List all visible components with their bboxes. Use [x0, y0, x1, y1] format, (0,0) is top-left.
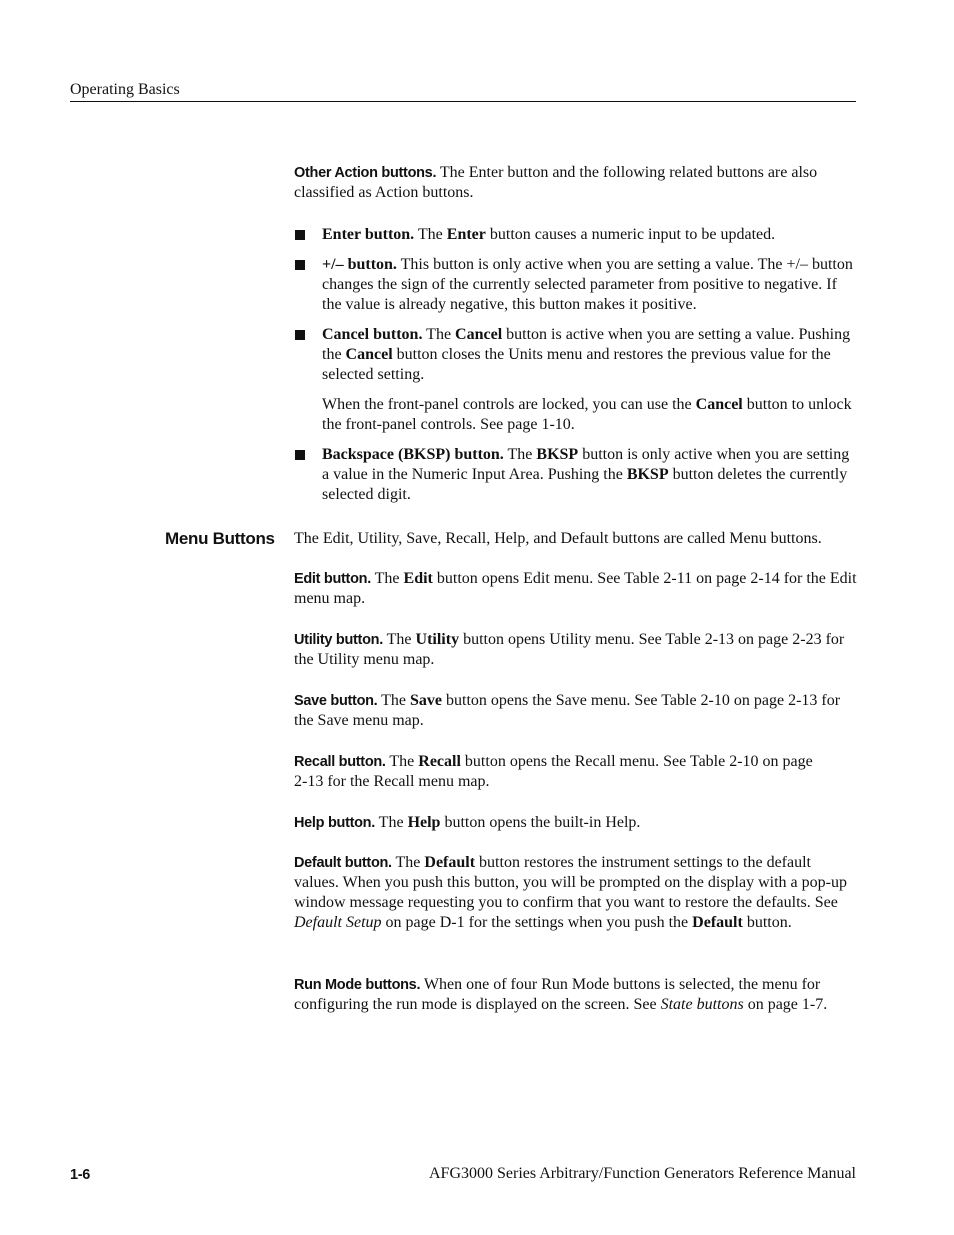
edit-button-heading: Edit button. [294, 571, 371, 587]
running-header: Operating Basics [70, 81, 180, 98]
bullet-square-icon [295, 330, 305, 340]
other-action-heading: Other Action buttons. [294, 165, 437, 181]
backspace-button-item: Backspace (BKSP) button. The BKSP button is only active when you are setting a value in the Numeric Input Area. Pushing the BKSP button deletes the currently selected digit. [294, 445, 858, 505]
save-button-paragraph: Save button. The Save button opens the Save menu. See Table 2-10 on page 2-13 for the Save menu map. [294, 692, 841, 729]
utility-button-heading: Utility button. [294, 632, 383, 648]
help-button-heading: Help button. [294, 815, 375, 831]
menu-buttons-side-heading: Menu Buttons [165, 529, 275, 548]
run-mode-buttons-paragraph: Run Mode buttons. When one of four Run Mode buttons is selected, the menu for configuring the run mode is displayed on the screen. See State buttons on page 1-7. [294, 976, 828, 1013]
bullet-square-icon [295, 260, 305, 270]
run-mode-buttons-heading: Run Mode buttons. [294, 977, 421, 993]
utility-button-paragraph: Utility button. The Utility button opens Utility menu. See Table 2-13 on page 2-23 for the Utility menu map. [294, 631, 845, 668]
other-action-intro: Other Action buttons. The Enter button and the following related buttons are also classified as Action buttons. [294, 164, 818, 201]
enter-button-item: Enter button. The Enter button causes a numeric input to be updated. [294, 225, 858, 245]
recall-button-heading: Recall button. [294, 754, 386, 770]
header-rule [70, 101, 856, 102]
save-button-heading: Save button. [294, 693, 378, 709]
cancel-button-item: Cancel button. The Cancel button is active when you are setting a value. Pushing the Cancel button closes the Units menu and restores the previous value for the selected setting. When the front-panel controls are locked, you can use the Cancel button to unlock the front-panel controls. See page 1-10. [294, 325, 858, 435]
page-number: 1-6 [70, 1167, 91, 1183]
edit-button-paragraph: Edit button. The Edit button opens Edit menu. See Table 2-11 on page 2-14 for the Edit menu map. [294, 570, 857, 607]
plus-minus-button-item: +/– button. This button is only active when you are setting a value. The +/– button changes the sign of the currently selected parameter from positive to negative. If the value is already negative, this button makes it positive. [294, 255, 858, 315]
cancel-unlock-note: When the front-panel controls are locked, you can use the Cancel button to unlock the front-panel controls. See page 1-10. [322, 396, 852, 433]
default-button-heading: Default button. [294, 855, 392, 871]
bullet-square-icon [295, 450, 305, 460]
recall-button-paragraph: Recall button. The Recall button opens the Recall menu. See Table 2-10 on page 2-13 for the Recall menu map. [294, 753, 813, 790]
help-button-paragraph: Help button. The Help button opens the built-in Help. [294, 814, 641, 831]
default-button-paragraph: Default button. The Default button restores the instrument settings to the default values. When you push this button, you will be prompted on the display with a pop-up window message requesting you to confirm that you want to restore the defaults. See Default Setup on page D-1 for the settings when you push the Default button. [294, 854, 847, 931]
menu-buttons-intro: The Edit, Utility, Save, Recall, Help, and Default buttons are called Menu buttons. [294, 530, 822, 547]
manual-title: AFG3000 Series Arbitrary/Function Generators Reference Manual [429, 1165, 856, 1182]
bullet-square-icon [295, 230, 305, 240]
